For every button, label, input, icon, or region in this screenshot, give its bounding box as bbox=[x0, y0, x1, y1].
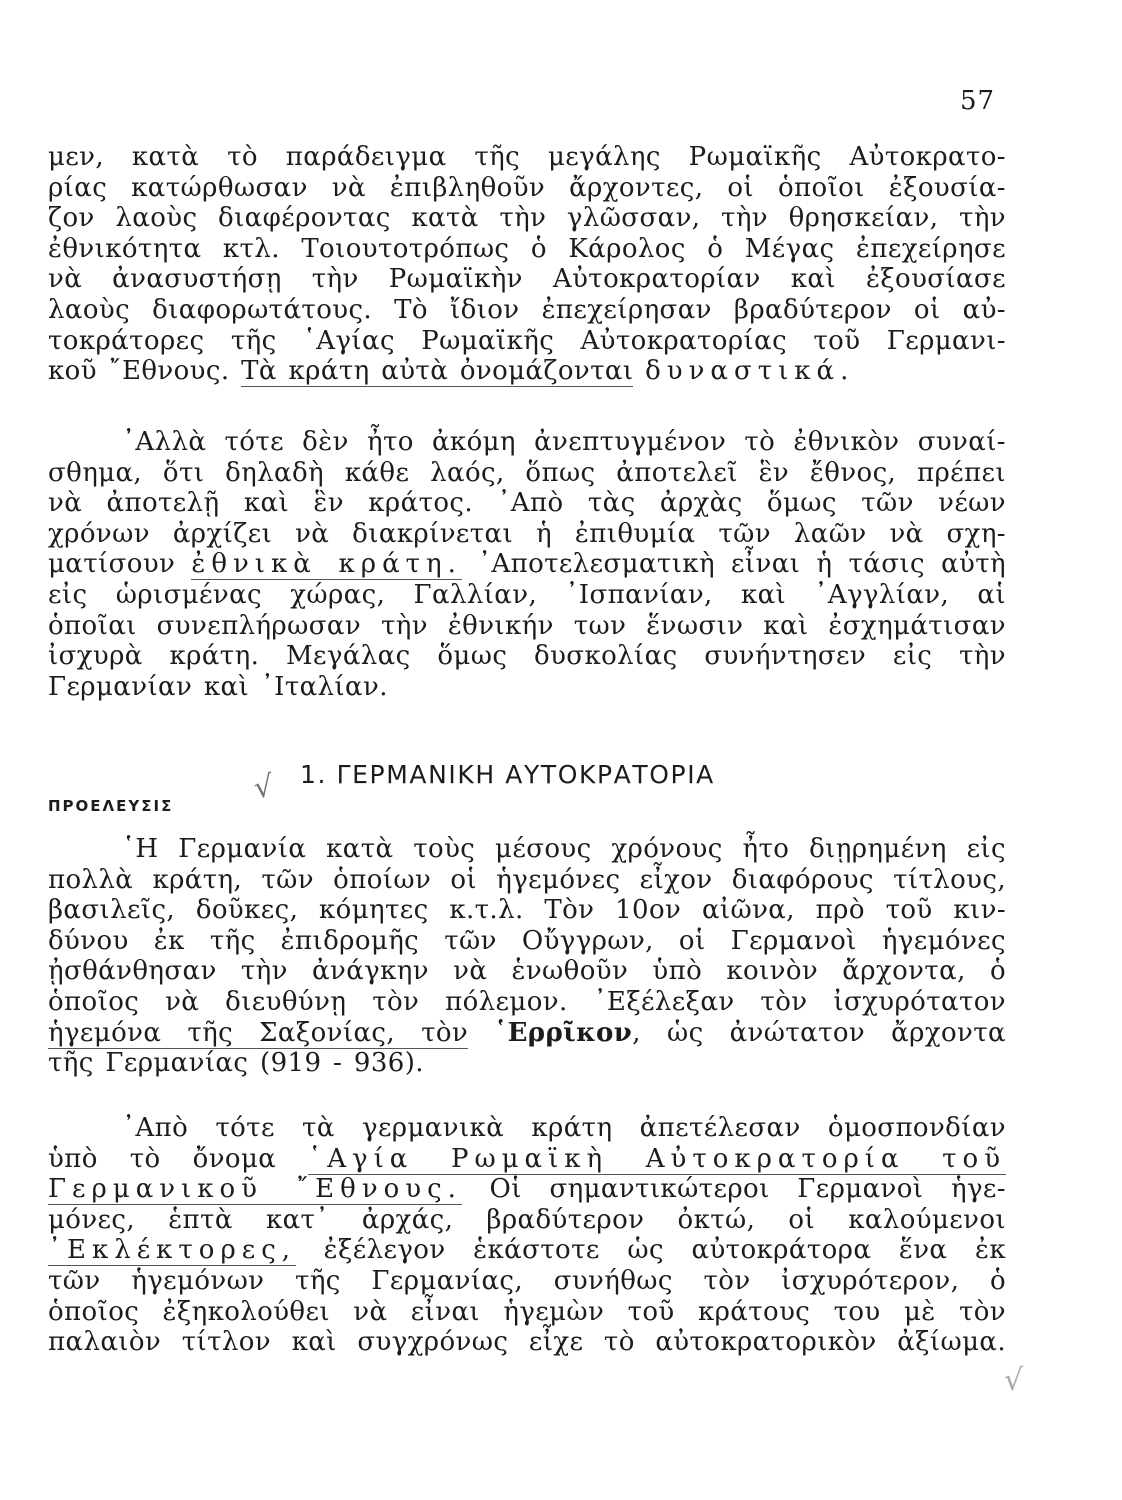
text-line: ῾Η Γερμανία κατὰ τοὺς μέσους χρόνους ἦτο διῃρημένη εἰς bbox=[122, 834, 1006, 864]
text-line: νὰ ἀποτελῇ καὶ ἓν κράτος. ᾿Απὸ τὰς ἀρχὰς ὅμως τῶν νέων bbox=[48, 488, 1006, 519]
margin-label: ΠΡΟΕΛΕΥΣΙΣ bbox=[48, 797, 174, 815]
text-line: ἰσχυρὰ κράτη. Μεγάλας ὅμως δυσκολίας συνήντησεν εἰς τὴν bbox=[48, 641, 1006, 672]
text-line: δύνου ἐκ τῆς ἐπιδρομῆς τῶν Οὔγγρων, οἱ Γερμανοὶ ἡγεμόνες bbox=[48, 925, 1006, 956]
text-line bbox=[48, 549, 1006, 580]
text-line bbox=[48, 1018, 1006, 1049]
text-line: ὁποῖος ἐξηκολούθει νὰ εἶναι ἡγεμὼν τοῦ κράτους του μὲ τὸν bbox=[48, 1296, 1006, 1327]
spaced-term: ᾿Εκλέκτορες, bbox=[48, 1235, 297, 1266]
text-line: τοκράτορες τῆς ῾Αγίας Ρωμαϊκῆς Αὐτοκρατορίας τοῦ Γερμανι- bbox=[48, 325, 1006, 356]
spaced-term: ἐθνικὰ κράτη. bbox=[191, 549, 462, 580]
text-line: ᾐσθάνθησαν τὴν ἀνάγκην νὰ ἑνωθοῦν ὑπὸ κοινὸν ἄρχοντα, ὁ bbox=[48, 956, 1006, 987]
spaced-term: Γερμανικοῦ ῎Εθνους. bbox=[48, 1174, 462, 1205]
spaced-term: δυναστικά. bbox=[645, 356, 855, 387]
text-line: σθημα, ὅτι δηλαδὴ κάθε λαός, ὅπως ἀποτελεῖ ἓν ἔθνος, πρέπει bbox=[48, 457, 1006, 488]
pencil-tick-icon: √ bbox=[1004, 1363, 1024, 1398]
paragraph-3 bbox=[48, 834, 1006, 1079]
text-line: ᾿Απὸ τότε τὰ γερμανικὰ κράτη ἀπετέλεσαν ὁμοσπονδίαν bbox=[122, 1113, 1006, 1143]
text-line: νὰ ἀνασυστήσῃ τὴν Ρωμαϊκὴν Αὐτοκρατορίαν καὶ ἐξουσίασε bbox=[48, 264, 1006, 295]
text-fragment: , ὡς ἀνώτατον ἄρχοντα bbox=[632, 1017, 1006, 1048]
text-line: τῆς Γερμανίας (919 - 936). bbox=[48, 1048, 424, 1079]
text-line: χρόνων ἀρχίζει νὰ διακρίνεται ἡ ἐπιθυμία τῶν λαῶν νὰ σχη- bbox=[48, 518, 1006, 549]
text-line: ζον λαοὺς διαφέροντας κατὰ τὴν γλῶσσαν, τὴν θρησκείαν, τὴν bbox=[48, 203, 1006, 234]
text-line: ὁποῖαι συνεπλήρωσαν τὴν ἐθνικήν των ἕνωσιν καὶ ἐσχημάτισαν bbox=[48, 610, 1006, 641]
paragraph-1 bbox=[48, 142, 1006, 387]
text-line: πολλὰ κράτη, τῶν ὁποίων οἱ ἡγεμόνες εἶχον διαφόρους τίτλους, bbox=[48, 864, 1006, 895]
text-line: Γερμανίαν καὶ ᾿Ιταλίαν. bbox=[48, 671, 388, 702]
text-fragment: ὑπὸ τὸ ὄνομα bbox=[48, 1143, 277, 1174]
underlined-phrase: Τὰ κράτη αὐτὰ ὀνομάζονται bbox=[241, 356, 634, 387]
paragraph-2 bbox=[48, 427, 1006, 702]
text-line bbox=[48, 1174, 1006, 1205]
section-heading: 1. ΓΕΡΜΑΝΙΚΗ ΑΥΤΟΚΡΑΤΟΡΙΑ bbox=[300, 760, 715, 789]
text-line: παλαιὸν τίτλον καὶ συγχρόνως εἶχε τὸ αὐτοκρατορικὸν ἀξίωμα. bbox=[48, 1327, 1006, 1358]
text-line bbox=[48, 1235, 1006, 1266]
text-line: ᾿Αλλὰ τότε δὲν ἦτο ἀκόμη ἀνεπτυγμένον τὸ ἐθνικὸν συναί- bbox=[122, 427, 1006, 457]
pencil-check-mark-icon: √ bbox=[251, 768, 276, 807]
text-line: μεν, κατὰ τὸ παράδειγμα τῆς μεγάλης Ρωμαϊκῆς Αὐτοκρατο- bbox=[48, 142, 1006, 172]
text-line: ἐθνικότητα κτλ. Τοιουτοτρόπως ὁ Κάρολος ὁ Μέγας ἐπεχείρησε bbox=[48, 233, 1006, 264]
page-number: 57 bbox=[960, 86, 996, 116]
text-fragment: κοῦ ῎Εθνους. bbox=[48, 356, 230, 387]
bold-name: ῾Ερρῖκον bbox=[494, 1017, 633, 1048]
spaced-term: ῾Αγία Ρωμαϊκὴ Αὐτοκρατορία τοῦ bbox=[308, 1143, 1006, 1174]
text-line: λαοὺς διαφορωτάτους. Τὸ ἴδιον ἐπεχείρησαν βραδύτερον οἱ αὐ- bbox=[48, 294, 1006, 325]
text-line bbox=[48, 1144, 1006, 1175]
text-line: μόνες, ἑπτὰ κατ᾿ ἀρχάς, βραδύτερον ὀκτώ, οἱ καλούμενοι bbox=[48, 1204, 1006, 1235]
text-line: ρίας κατώρθωσαν νὰ ἐπιβληθοῦν ἄρχοντες, οἱ ὁποῖοι ἐξουσία- bbox=[48, 172, 1006, 203]
text-line bbox=[48, 356, 1006, 387]
text-line: βασιλεῖς, δοῦκες, κόμητες κ.τ.λ. Τὸν 10ον αἰῶνα, πρὸ τοῦ κιν- bbox=[48, 895, 1006, 926]
text-fragment: ἐξέλεγον ἑκάστοτε ὡς αὐτοκράτορα ἕνα ἐκ bbox=[323, 1235, 1006, 1266]
text-fragment: ἡγεμόνα τῆς Σαξονίας, τὸν bbox=[48, 1017, 469, 1048]
text-line: τῶν ἡγεμόνων τῆς Γερμανίας, συνήθως τὸν ἰσχυρότερον, ὁ bbox=[48, 1265, 1006, 1296]
text-fragment: ᾿Αποτελεσματικὴ εἶναι ἡ τάσις αὐτὴ bbox=[478, 549, 1007, 580]
paragraph-4 bbox=[48, 1113, 1006, 1358]
text-fragment: ματίσουν bbox=[48, 549, 176, 580]
text-fragment: Οἱ σημαντικώτεροι Γερμανοὶ ἡγε- bbox=[489, 1174, 1006, 1205]
text-line: ὁποῖος νὰ διευθύνῃ τὸν πόλεμον. ᾿Εξέλεξαν τὸν ἰσχυρότατον bbox=[48, 986, 1006, 1017]
text-line: εἰς ὡρισμένας χώρας, Γαλλίαν, ᾿Ισπανίαν, καὶ ᾿Αγγλίαν, αἱ bbox=[48, 579, 1006, 610]
